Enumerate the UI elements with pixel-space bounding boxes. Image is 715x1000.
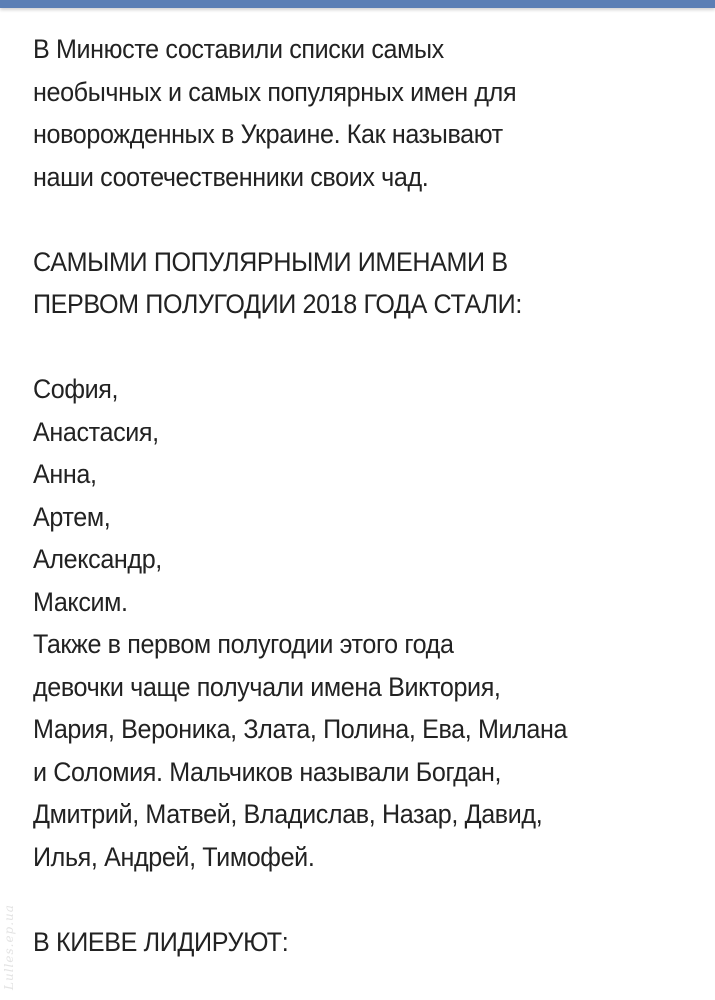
paragraph-gap — [33, 326, 656, 369]
intro-line: наши соотечественники своих чад. — [33, 161, 429, 192]
also-line: Также в первом полугодии этого года — [33, 629, 454, 659]
watermark: Lulles.ep.ua — [2, 904, 16, 990]
section-heading-line: ПЕРВОМ ПОЛУГОДИИ 2018 ГОДА СТАЛИ: — [33, 289, 522, 319]
also-line: и Соломия. Мальчиков называли Богдан, — [33, 756, 502, 787]
name-list-item: Максим. — [33, 586, 128, 617]
paragraph-gap — [33, 878, 656, 921]
also-line: девочки чаще получали имена Виктория, — [33, 671, 501, 702]
also-line: Дмитрий, Матвей, Владислав, Назар, Давид, — [33, 799, 543, 829]
intro-line: необычных и самых популярных имен для — [33, 76, 517, 107]
name-list-item: Анастасия, — [33, 416, 159, 447]
paragraph-gap — [33, 198, 656, 241]
name-list-item: Александр, — [33, 544, 162, 574]
section-heading-line: САМЫМИ ПОПУЛЯРНЫМИ ИМЕНАМИ В — [33, 246, 508, 277]
post-text — [33, 28, 656, 963]
also-line: Илья, Андрей, Тимофей. — [33, 841, 315, 872]
intro-line: В Минюсте составили списки самых — [33, 34, 444, 64]
also-line: Мария, Вероника, Злата, Полина, Ева, Милана — [33, 714, 568, 744]
name-list-item: Анна, — [33, 459, 97, 489]
intro-line: новорожденных в Украине. Как называют — [33, 119, 503, 149]
name-list-item: София, — [33, 374, 119, 404]
top-app-bar — [0, 0, 715, 8]
name-list-item: Артем, — [33, 501, 111, 532]
kiev-heading: В КИЕВЕ ЛИДИРУЮТ: — [33, 926, 289, 957]
